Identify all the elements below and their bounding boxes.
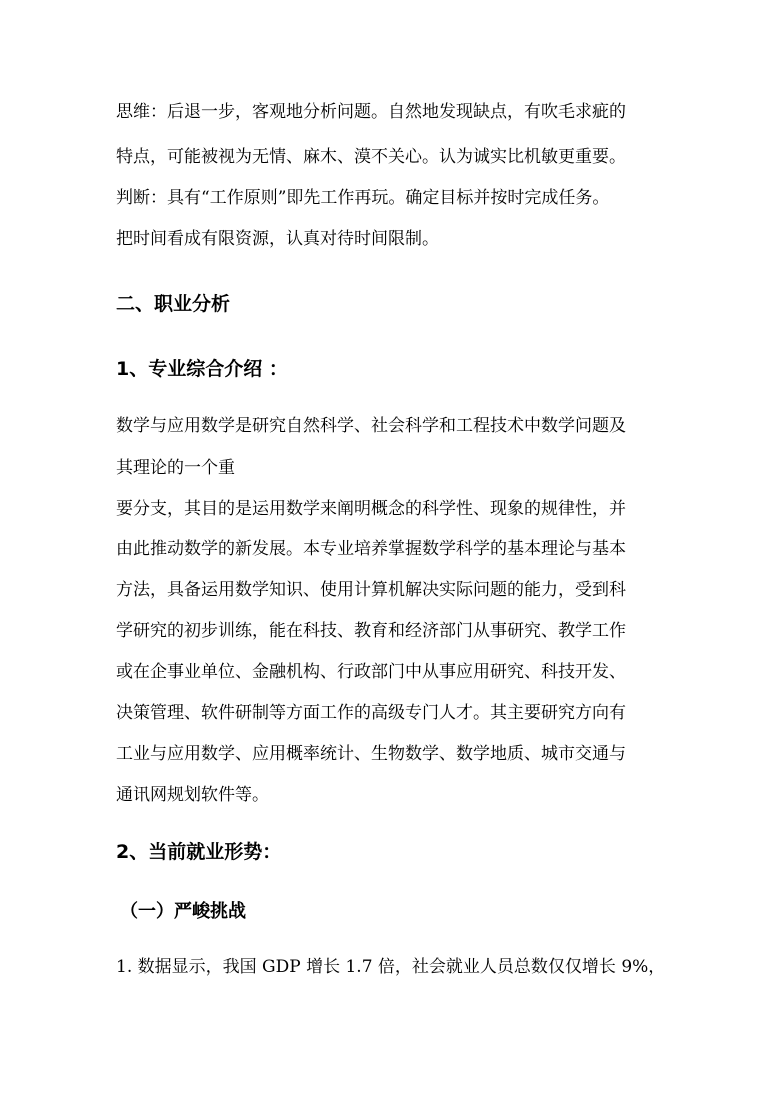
paragraph-line: 决策管理、软件研制等方面工作的高级专门人才。其主要研究方向有 (116, 703, 626, 723)
paragraph-line: 由此推动数学的新发展。本专业培养掌握数学科学的基本理论与基本 (116, 539, 626, 559)
paragraph-line: 学研究的初步训练，能在科技、教育和经济部门从事研究、教学工作 (116, 621, 626, 641)
paragraph-line: 数学与应用数学是研究自然科学、社会科学和工程技术中数学问题及 (116, 416, 626, 436)
paragraph-line: 工业与应用数学、应用概率统计、生物数学、数学地质、城市交通与 (116, 744, 626, 764)
paragraph-line: 思维：后退一步，客观地分析问题。自然地发现缺点，有吹毛求疵的 (116, 102, 626, 122)
list-item: 1. 数据显示，我国 GDP 增长 1.7 倍，社会就业人员总数仅仅增长 9%， (116, 957, 666, 977)
subsection-heading-employment: 2、当前就业形势： (116, 841, 282, 863)
paragraph-line: 要分支，其目的是运用数学来阐明概念的科学性、现象的规律性，并 (116, 499, 626, 519)
subsection-heading-challenge: （一）严峻挑战 (120, 901, 246, 922)
paragraph-line: 其理论的一个重 (116, 458, 235, 478)
paragraph-line: 特点，可能被视为无情、麻木、漠不关心。认为诚实比机敏更重要。 (116, 147, 626, 167)
paragraph-line: 把时间看成有限资源，认真对待时间限制。 (116, 229, 439, 249)
section-heading-career-analysis: 二、职业分析 (116, 293, 231, 315)
paragraph-line: 通讯网规划软件等。 (116, 785, 269, 805)
paragraph-line: 或在企事业单位、金融机构、行政部门中从事应用研究、科技开发、 (116, 662, 626, 682)
subsection-heading-major-intro: 1、专业综合介绍 ： (116, 358, 288, 380)
paragraph-line: 方法，具备运用数学知识、使用计算机解决实际问题的能力，受到科 (116, 580, 626, 600)
paragraph-line: 判断：具有“工作原则”即先工作再玩。确定目标并按时完成任务。 (116, 188, 610, 208)
